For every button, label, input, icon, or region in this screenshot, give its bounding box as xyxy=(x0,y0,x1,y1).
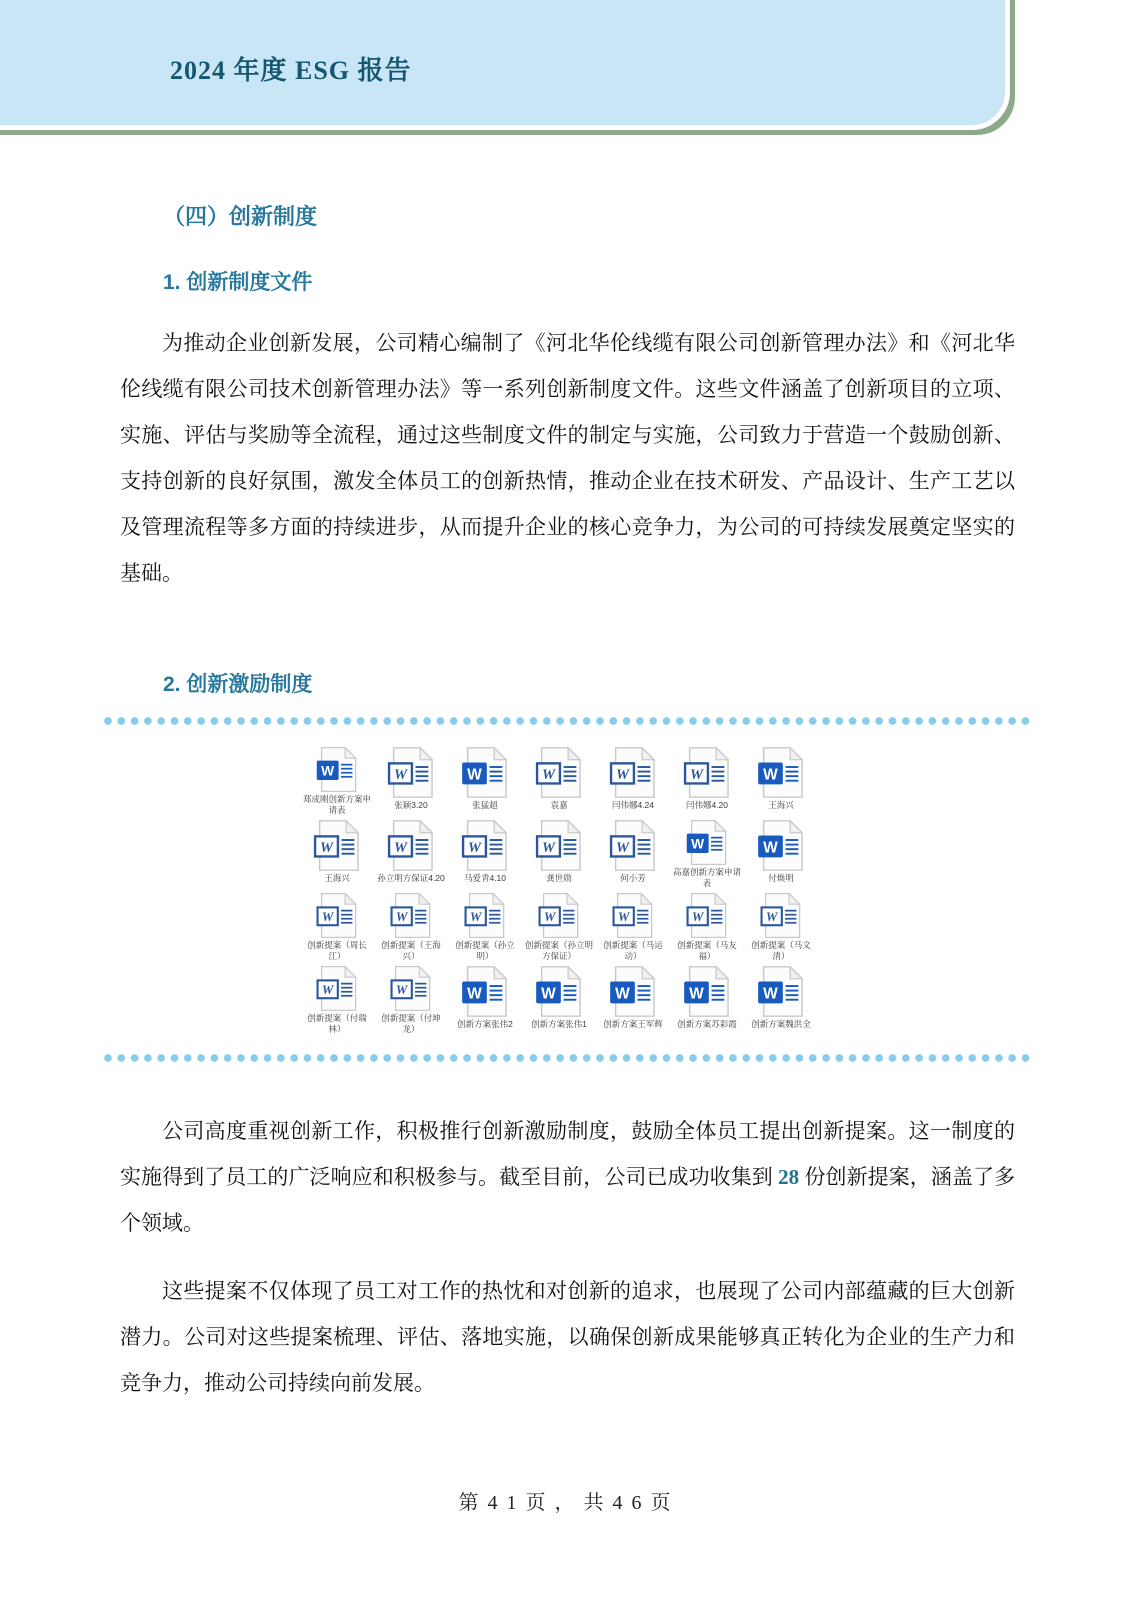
word-file xyxy=(374,815,448,888)
file-label: 创新提案（马运动） xyxy=(603,940,663,961)
word-file xyxy=(670,888,744,961)
subsection-heading-1: 1. 创新制度文件 xyxy=(163,271,313,294)
section-heading: （四）创新制度 xyxy=(163,204,318,229)
svg-text:W: W xyxy=(319,839,333,856)
svg-text:W: W xyxy=(467,839,481,856)
file-label: 创新提案（孙立明） xyxy=(455,940,515,961)
svg-text:W: W xyxy=(615,985,630,1003)
word-doc-icon xyxy=(313,819,361,872)
word-doc-icon xyxy=(313,746,361,793)
paragraph-proposal-value: 这些提案不仅体现了员工对工作的热忱和对创新的追求，也展现了公司内部蕴藏的巨大创新潜力。公司对这些提案梳理、评估、落地实施，以确保创新成果能够真正转化为企业的生产力和竞争力，推动公司持续向前发展。 xyxy=(120,1279,1015,1395)
page-number-footer: 第 4 1 页 ， 共 4 6 页 xyxy=(458,1492,673,1514)
word-doc-icon xyxy=(535,746,583,799)
word-file xyxy=(744,815,818,888)
file-label: 创新提案（付坤龙） xyxy=(381,1013,441,1034)
word-file xyxy=(522,742,596,815)
svg-text:W: W xyxy=(765,909,778,925)
word-file xyxy=(670,742,744,815)
word-file xyxy=(744,888,818,961)
report-title: 2024 年度 ESG 报告 xyxy=(170,56,412,85)
word-doc-icon xyxy=(387,746,435,799)
word-file xyxy=(300,888,374,961)
file-label: 创新方案魏洪全 xyxy=(751,1019,811,1029)
svg-text:W: W xyxy=(691,836,705,852)
word-file xyxy=(670,961,744,1034)
svg-text:W: W xyxy=(395,982,408,998)
word-doc-icon xyxy=(609,746,657,799)
file-label: 创新提案（付瑞林） xyxy=(307,1013,367,1034)
svg-text:W: W xyxy=(467,766,482,784)
word-doc-icon xyxy=(535,965,583,1018)
word-file xyxy=(744,742,818,815)
word-doc-icon xyxy=(461,819,509,872)
file-label: 创新方案张伟1 xyxy=(531,1019,587,1029)
word-file xyxy=(670,815,744,888)
word-doc-icon xyxy=(609,819,657,872)
svg-text:W: W xyxy=(543,909,556,925)
file-label: 创新方案王军辉 xyxy=(603,1019,663,1029)
proposal-count: 28 xyxy=(778,1165,800,1189)
word-doc-icon xyxy=(757,746,805,799)
word-doc-icon xyxy=(461,965,509,1018)
word-doc-icon xyxy=(535,892,583,939)
svg-text:W: W xyxy=(763,985,778,1003)
file-label: 何小芳 xyxy=(620,873,646,883)
svg-text:W: W xyxy=(615,766,629,783)
svg-text:W: W xyxy=(469,909,482,925)
p2-text-after: 份创新提案，涵盖了多个领域。 xyxy=(120,1165,1016,1235)
word-doc-icon xyxy=(609,965,657,1018)
word-doc-icon xyxy=(387,892,435,939)
svg-text:W: W xyxy=(321,982,334,998)
word-file xyxy=(448,961,522,1034)
word-file xyxy=(448,888,522,961)
word-doc-icon xyxy=(313,965,361,1012)
file-label: 创新方案苏彩霞 xyxy=(677,1019,737,1029)
file-label: 张猛超 xyxy=(472,800,498,810)
word-file xyxy=(300,961,374,1034)
word-doc-icon xyxy=(387,819,435,872)
file-label: 创新提案（马友福） xyxy=(677,940,737,961)
dotted-divider-bottom xyxy=(104,1053,1034,1063)
word-file xyxy=(300,815,374,888)
word-file xyxy=(300,742,374,815)
word-file xyxy=(522,961,596,1034)
file-label: 高嘉创新方案申请表 xyxy=(672,867,741,888)
svg-text:W: W xyxy=(467,985,482,1003)
svg-text:W: W xyxy=(617,909,630,925)
svg-text:W: W xyxy=(615,839,629,856)
word-doc-icon xyxy=(461,746,509,799)
svg-text:W: W xyxy=(691,909,704,925)
svg-text:W: W xyxy=(763,766,778,784)
word-doc-icon xyxy=(683,892,731,939)
paragraph-innovation-system: 为推动企业创新发展，公司精心编制了《河北华伦线缆有限公司创新管理办法》和《河北华伦线缆有限公司技术创新管理办法》等一系列创新制度文件。这些文件涵盖了创新项目的立项、实施、评估与奖励等全流程，通过这些制度文件的制定与实施，公司致力于营造一个鼓励创新、支持创新的良好氛围，激发全体员工的创新热情，推动企业在技术研发、产品设计、生产工艺以及管理流程等多方面的持续进步，从而提升企业的核心竞争力，为公司的可持续发展奠定坚实的基础。 xyxy=(120,331,1015,585)
word-doc-icon xyxy=(757,965,805,1018)
svg-text:W: W xyxy=(689,766,703,783)
svg-text:W: W xyxy=(393,766,407,783)
word-doc-icon xyxy=(683,965,731,1018)
word-file xyxy=(596,888,670,961)
svg-text:W: W xyxy=(541,839,555,856)
word-doc-icon xyxy=(387,965,435,1012)
word-file xyxy=(522,815,596,888)
svg-text:W: W xyxy=(321,763,335,779)
file-label: 龚世勋 xyxy=(546,873,572,883)
svg-text:W: W xyxy=(763,839,778,857)
svg-text:W: W xyxy=(541,985,556,1003)
paragraph-incentive-results xyxy=(120,1108,1015,1246)
file-label: 马爱青4.10 xyxy=(463,873,507,883)
file-label: 王海兴 xyxy=(324,873,350,883)
word-file xyxy=(596,815,670,888)
dotted-divider-top xyxy=(104,716,1034,726)
word-file xyxy=(448,742,522,815)
file-label: 创新方案张伟2 xyxy=(457,1019,513,1029)
svg-text:W: W xyxy=(321,909,334,925)
file-label: 创新提案（马文清） xyxy=(751,940,811,961)
file-label: 闫伟娜4.24 xyxy=(611,800,655,810)
file-label: 王海兴 xyxy=(768,800,794,810)
word-doc-icon xyxy=(757,892,805,939)
file-label: 创新提案（周长江） xyxy=(307,940,367,961)
file-label: 郑成刚创新方案申请表 xyxy=(302,794,371,815)
svg-text:W: W xyxy=(541,766,555,783)
word-file xyxy=(596,742,670,815)
word-file xyxy=(522,888,596,961)
word-file xyxy=(374,742,448,815)
p2-text-before: 公司高度重视创新工作，积极推行创新激励制度，鼓励全体员工提出创新提案。这一制度的实施得到了员工的广泛响应和积极参与。截至目前，公司已成功收集到 xyxy=(120,1119,1015,1189)
word-file xyxy=(448,815,522,888)
file-label: 张颖3.20 xyxy=(394,800,428,810)
word-file xyxy=(374,888,448,961)
word-doc-icon xyxy=(757,819,805,872)
word-files-grid xyxy=(300,742,824,1034)
file-label: 付焕明 xyxy=(768,873,794,883)
subsection-heading-2: 2. 创新激励制度 xyxy=(163,673,313,696)
word-doc-icon xyxy=(683,819,731,866)
word-doc-icon xyxy=(609,892,657,939)
file-label: 创新提案（王海兴） xyxy=(381,940,441,961)
word-file xyxy=(744,961,818,1034)
word-file xyxy=(596,961,670,1034)
file-label: 闫伟娜4.20 xyxy=(685,800,729,810)
svg-text:W: W xyxy=(393,839,407,856)
svg-text:W: W xyxy=(395,909,408,925)
word-file xyxy=(374,961,448,1034)
svg-text:W: W xyxy=(689,985,704,1003)
word-doc-icon xyxy=(461,892,509,939)
file-label: 创新提案（孙立明 方保证） xyxy=(524,940,593,961)
word-doc-icon xyxy=(535,819,583,872)
header-banner xyxy=(0,0,1010,130)
word-doc-icon xyxy=(683,746,731,799)
file-label: 袁嘉 xyxy=(550,800,568,810)
file-label: 孙立明方保证4.20 xyxy=(377,873,445,883)
word-doc-icon xyxy=(313,892,361,939)
